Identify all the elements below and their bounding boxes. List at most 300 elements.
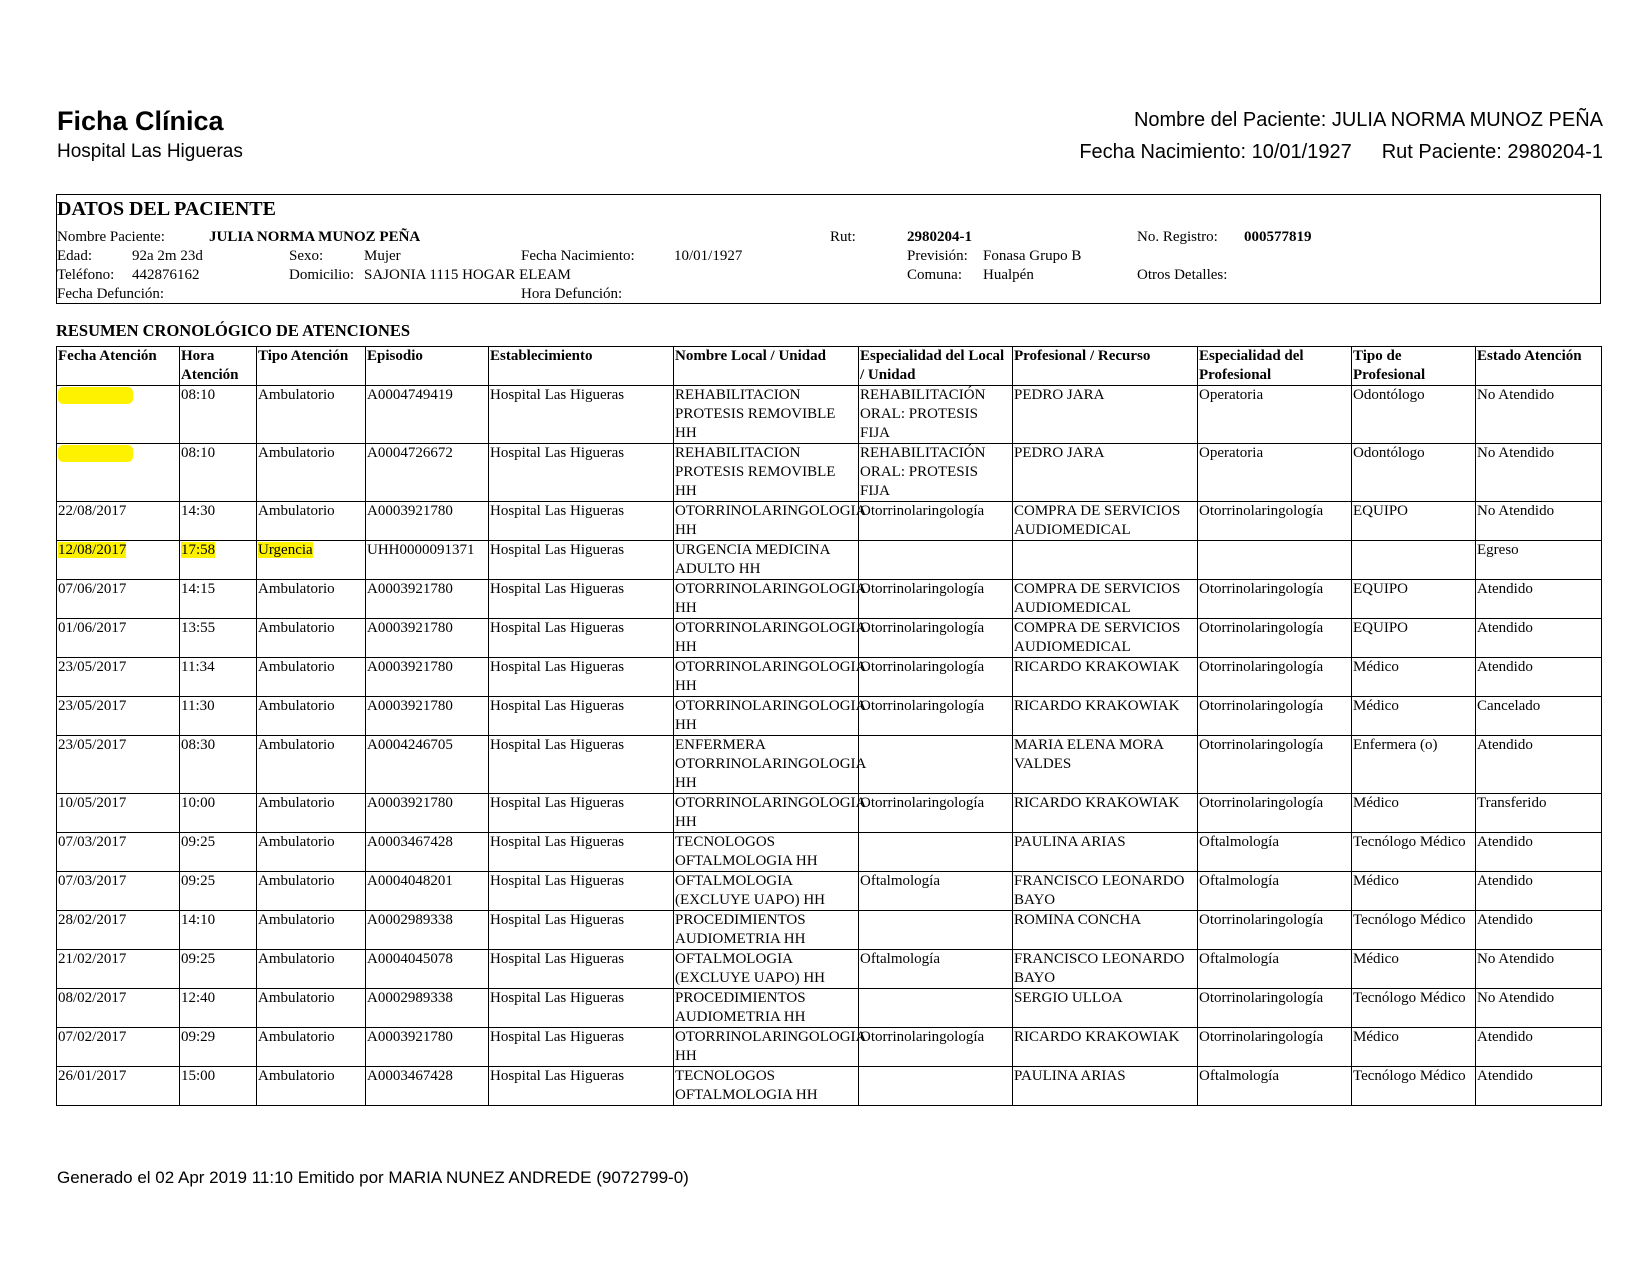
cell-text: Ambulatorio — [258, 737, 335, 753]
cell-tipo-profesional — [1352, 989, 1476, 1028]
cell-text: 07/02/2017 — [58, 1029, 127, 1045]
table-row — [57, 386, 1602, 444]
cell-fecha — [57, 911, 180, 950]
cell-especialidad-local — [859, 619, 1013, 658]
cell-tipo — [257, 386, 366, 444]
cell-text: Otorrinolaringología — [860, 1029, 985, 1045]
cell-especialidad-profesional — [1198, 794, 1352, 833]
cell-establecimiento — [489, 580, 674, 619]
cell-episodio — [366, 736, 489, 794]
cell-fecha — [57, 619, 180, 658]
cell-text: RICARDO KRAKOWIAK — [1014, 795, 1180, 811]
cell-text: 23/05/2017 — [58, 737, 127, 753]
cell-text: Médico — [1353, 659, 1399, 675]
cell-fecha — [57, 580, 180, 619]
cell-profesional — [1013, 833, 1198, 872]
col-tipo-atencion: Tipo Atención — [257, 347, 366, 386]
cell-hora — [180, 950, 257, 989]
cell-text: No Atendido — [1477, 387, 1555, 403]
cell-establecimiento — [489, 386, 674, 444]
header-patient-name: Nombre del Paciente: JULIA NORMA MUNOZ PEÑA — [1133, 109, 1603, 131]
cell-hora — [180, 386, 257, 444]
cell-text: Ambulatorio — [258, 659, 335, 675]
cell-text: Oftalmología — [1199, 873, 1279, 889]
cell-especialidad-local — [859, 1067, 1013, 1106]
cell-especialidad-local — [859, 658, 1013, 697]
cell-text: Atendido — [1477, 912, 1533, 928]
cell-especialidad-profesional — [1198, 444, 1352, 502]
cell-tipo — [257, 833, 366, 872]
cell-text: Oftalmología — [860, 873, 940, 889]
cell-profesional — [1013, 386, 1198, 444]
cell-episodio — [366, 1028, 489, 1067]
cell-text: Odontólogo — [1353, 387, 1425, 403]
cell-text: OFTALMOLOGIA (EXCLUYE UAPO) HH — [675, 951, 825, 986]
cell-text: EQUIPO — [1353, 503, 1408, 519]
cell-text: PAULINA ARIAS — [1014, 834, 1126, 850]
cell-hora — [180, 736, 257, 794]
cell-text: Ambulatorio — [258, 698, 335, 714]
cell-text: URGENCIA MEDICINA ADULTO HH — [675, 542, 830, 577]
cell-local — [674, 736, 866, 794]
cell-especialidad-profesional — [1198, 950, 1352, 989]
cell-text: Ambulatorio — [258, 1029, 335, 1045]
cell-local — [674, 658, 866, 697]
patient-section-title: DATOS DEL PACIENTE — [57, 198, 276, 220]
cell-text: Otorrinolaringología — [1199, 990, 1324, 1006]
cell-especialidad-local — [859, 697, 1013, 736]
cell-especialidad-profesional — [1198, 911, 1352, 950]
cell-fecha — [57, 502, 180, 541]
cell-profesional — [1013, 794, 1198, 833]
domicilio-value: SAJONIA 1115 HOGAR ELEAM — [364, 267, 571, 283]
cell-text: REHABILITACIÓN ORAL: PROTESIS FIJA — [860, 387, 986, 441]
cell-text: A0003921780 — [367, 659, 453, 675]
cell-estado — [1476, 444, 1602, 502]
cell-tipo — [257, 872, 366, 911]
cell-text: Otorrinolaringología — [1199, 698, 1324, 714]
cell-text: Hospital Las Higueras — [490, 659, 625, 675]
cell-hora — [180, 911, 257, 950]
cell-estado — [1476, 911, 1602, 950]
cell-text: PROCEDIMIENTOS AUDIOMETRIA HH — [675, 912, 806, 947]
cell-text: 15:00 — [181, 1068, 216, 1084]
cell-text: 08:10 — [181, 445, 216, 461]
cell-tipo-profesional — [1352, 1028, 1476, 1067]
cell-especialidad-profesional — [1198, 1028, 1352, 1067]
cell-profesional — [1013, 619, 1198, 658]
cell-hora — [180, 541, 257, 580]
cell-text: 10/05/2017 — [58, 795, 127, 811]
comuna-value: Hualpén — [983, 267, 1034, 283]
cell-episodio — [366, 911, 489, 950]
cell-profesional — [1013, 444, 1198, 502]
cell-profesional — [1013, 658, 1198, 697]
cell-establecimiento — [489, 697, 674, 736]
cell-text: Atendido — [1477, 873, 1533, 889]
cell-profesional — [1013, 502, 1198, 541]
cell-especialidad-local — [859, 444, 1013, 502]
cell-especialidad-local — [859, 502, 1013, 541]
cell-text: 07/03/2017 — [58, 873, 127, 889]
cell-establecimiento — [489, 950, 674, 989]
cell-text: A0003921780 — [367, 620, 453, 636]
cell-text: Transferido — [1477, 795, 1547, 811]
cell-tipo — [257, 736, 366, 794]
cell-local — [674, 444, 859, 502]
cell-estado — [1476, 1067, 1602, 1106]
cell-text: 14:10 — [181, 912, 216, 928]
cell-tipo-profesional — [1352, 833, 1476, 872]
cell-tipo — [257, 619, 366, 658]
cell-text: Otorrinolaringología — [860, 659, 985, 675]
cell-establecimiento — [489, 1067, 674, 1106]
cell-estado — [1476, 658, 1602, 697]
cell-text: Hospital Las Higueras — [490, 387, 625, 403]
col-profesional: Profesional / Recurso — [1013, 347, 1198, 386]
cell-tipo-profesional — [1352, 580, 1476, 619]
cell-tipo — [257, 950, 366, 989]
header-birth-rut — [1079, 141, 1603, 164]
cell-tipo — [257, 658, 366, 697]
cell-text: Oftalmología — [860, 951, 940, 967]
cell-text: Hospital Las Higueras — [490, 951, 625, 967]
cell-tipo-profesional — [1352, 911, 1476, 950]
cell-establecimiento — [489, 658, 674, 697]
cell-fecha — [57, 541, 180, 580]
cell-text: Otorrinolaringología — [1199, 737, 1324, 753]
cell-text: EQUIPO — [1353, 620, 1408, 636]
col-especialidad-profesional: Especialidad del Profesional — [1198, 347, 1352, 386]
cell-text: REHABILITACION PROTESIS REMOVIBLE HH — [675, 445, 836, 499]
cell-text: 10:00 — [181, 795, 216, 811]
cell-profesional — [1013, 950, 1198, 989]
cell-text: Médico — [1353, 873, 1399, 889]
cell-text: Otorrinolaringología — [860, 620, 985, 636]
cell-establecimiento — [489, 736, 674, 794]
cell-text: A0004749419 — [367, 387, 453, 403]
fnac-value: 10/01/1927 — [674, 248, 743, 264]
cell-text: Hospital Las Higueras — [490, 542, 625, 558]
cell-local — [674, 1028, 866, 1067]
cell-text: 01/06/2017 — [58, 620, 127, 636]
cell-profesional — [1013, 1028, 1198, 1067]
table-row — [57, 833, 1602, 872]
document-title: Ficha Clínica — [57, 106, 224, 136]
cell-text: Enfermera (o) — [1353, 737, 1438, 753]
cell-text: COMPRA DE SERVICIOS AUDIOMEDICAL — [1014, 620, 1181, 655]
cell-text: Médico — [1353, 1029, 1399, 1045]
cell-tipo — [257, 1028, 366, 1067]
cell-text: Atendido — [1477, 834, 1533, 850]
cell-establecimiento — [489, 911, 674, 950]
cell-text: EQUIPO — [1353, 581, 1408, 597]
col-tipo-profesional: Tipo de Profesional — [1352, 347, 1476, 386]
cell-text: Otorrinolaringología — [1199, 659, 1324, 675]
table-header-row — [57, 347, 1602, 386]
cell-text: 09:25 — [181, 951, 216, 967]
cell-text: PEDRO JARA — [1014, 445, 1105, 461]
cell-text: Cancelado — [1477, 698, 1541, 714]
cell-text: A0003467428 — [367, 834, 453, 850]
cell-text: No Atendido — [1477, 445, 1555, 461]
cell-text: 21/02/2017 — [58, 951, 127, 967]
cell-text: Ambulatorio — [258, 834, 335, 850]
cell-episodio — [366, 872, 489, 911]
cell-text: FRANCISCO LEONARDO BAYO — [1014, 873, 1185, 908]
cell-text: Ambulatorio — [258, 990, 335, 1006]
cell-text: COMPRA DE SERVICIOS AUDIOMEDICAL — [1014, 581, 1181, 616]
registro-label: No. Registro: — [1137, 229, 1218, 245]
cell-text: OTORRINOLARINGOLOGIA HH — [675, 503, 866, 538]
cell-text: MARIA ELENA MORA VALDES — [1014, 737, 1164, 772]
cell-text: 17:58 — [181, 542, 216, 558]
cell-fecha — [57, 833, 180, 872]
cell-tipo — [257, 794, 366, 833]
cell-text: A0004726672 — [367, 445, 453, 461]
cell-profesional — [1013, 989, 1198, 1028]
cell-estado — [1476, 950, 1602, 989]
cell-especialidad-local — [859, 1028, 1013, 1067]
cell-text: PAULINA ARIAS — [1014, 1068, 1126, 1084]
cell-text: Hospital Las Higueras — [490, 737, 625, 753]
cell-text: A0003921780 — [367, 795, 453, 811]
cell-text: Ambulatorio — [258, 912, 335, 928]
cell-profesional — [1013, 872, 1198, 911]
cell-episodio — [366, 444, 489, 502]
cell-text: OTORRINOLARINGOLOGIA HH — [675, 620, 866, 655]
cell-local — [674, 1067, 859, 1106]
cell-hora — [180, 444, 257, 502]
cell-tipo-profesional — [1352, 872, 1476, 911]
cell-text: FRANCISCO LEONARDO BAYO — [1014, 951, 1185, 986]
cell-tipo-profesional — [1352, 950, 1476, 989]
cell-local — [674, 580, 866, 619]
col-establecimiento: Establecimiento — [489, 347, 674, 386]
cell-especialidad-profesional — [1198, 580, 1352, 619]
cell-text: Oftalmología — [1199, 834, 1279, 850]
cell-text: REHABILITACIÓN ORAL: PROTESIS FIJA — [860, 445, 986, 499]
cell-text: Tecnólogo Médico — [1353, 834, 1466, 850]
col-fecha-atencion: Fecha Atención — [57, 347, 180, 386]
cell-text: PEDRO JARA — [1014, 387, 1105, 403]
cell-text: Médico — [1353, 795, 1399, 811]
cell-text: Hospital Las Higueras — [490, 912, 625, 928]
cell-text: Hospital Las Higueras — [490, 445, 625, 461]
cell-text: Tecnólogo Médico — [1353, 912, 1466, 928]
cell-profesional — [1013, 736, 1198, 794]
cell-text: A0004246705 — [367, 737, 453, 753]
col-episodio: Episodio — [366, 347, 489, 386]
cell-hora — [180, 697, 257, 736]
cell-tipo — [257, 541, 366, 580]
cell-text: Hospital Las Higueras — [490, 620, 625, 636]
cell-local — [674, 541, 859, 580]
cell-local — [674, 989, 859, 1028]
cell-text: OTORRINOLARINGOLOGIA HH — [675, 581, 866, 616]
table-row — [57, 794, 1602, 833]
cell-text: Ambulatorio — [258, 387, 335, 403]
header-birth-date: Fecha Nacimiento: 10/01/1927 — [1079, 141, 1352, 163]
cell-text: Otorrinolaringología — [1199, 1029, 1324, 1045]
cell-especialidad-profesional — [1198, 833, 1352, 872]
table-row — [57, 444, 1602, 502]
table-row — [57, 872, 1602, 911]
cell-text: Atendido — [1477, 581, 1533, 597]
domicilio-label: Domicilio: — [289, 267, 354, 283]
cell-episodio — [366, 386, 489, 444]
cell-hora — [180, 794, 257, 833]
cell-text: ENFERMERA OTORRINOLARINGOLOGIA HH — [675, 737, 866, 791]
cell-estado — [1476, 619, 1602, 658]
cell-text: No Atendido — [1477, 951, 1555, 967]
cell-hora — [180, 619, 257, 658]
cell-episodio — [366, 619, 489, 658]
cell-especialidad-profesional — [1198, 736, 1352, 794]
cell-tipo-profesional — [1352, 502, 1476, 541]
cell-text: Atendido — [1477, 1068, 1533, 1084]
edad-value: 92a 2m 23d — [132, 248, 203, 264]
cell-text: Ambulatorio — [258, 873, 335, 889]
cell-especialidad-local — [859, 541, 1013, 580]
cell-text: 12:40 — [181, 990, 216, 1006]
cell-fecha — [57, 697, 180, 736]
cell-hora — [180, 580, 257, 619]
cell-text: 07/06/2017 — [58, 581, 127, 597]
comuna-label: Comuna: — [907, 267, 962, 283]
cell-text: 23/05/2017 — [58, 698, 127, 714]
table-row — [57, 541, 1602, 580]
cell-tipo — [257, 911, 366, 950]
cell-text: No Atendido — [1477, 503, 1555, 519]
cell-text: 11:34 — [181, 659, 215, 675]
telefono-label: Teléfono: — [57, 267, 115, 283]
cell-establecimiento — [489, 541, 674, 580]
cell-text: Otorrinolaringología — [1199, 581, 1324, 597]
cell-text: 14:30 — [181, 503, 216, 519]
cell-text: Otorrinolaringología — [860, 581, 985, 597]
cell-text: REHABILITACION PROTESIS REMOVIBLE HH — [675, 387, 836, 441]
cell-text: Atendido — [1477, 737, 1533, 753]
table-row — [57, 950, 1602, 989]
defuncion-label: Fecha Defunción: — [57, 286, 165, 302]
cell-estado — [1476, 794, 1602, 833]
cell-text: Atendido — [1477, 1029, 1533, 1045]
cell-episodio — [366, 1067, 489, 1106]
cell-local — [674, 950, 859, 989]
cell-text: Odontólogo — [1353, 445, 1425, 461]
highlight-mark — [58, 445, 133, 462]
cell-estado — [1476, 541, 1602, 580]
cell-text: Ambulatorio — [258, 581, 335, 597]
cell-especialidad-local — [859, 950, 1013, 989]
cell-especialidad-local — [859, 989, 1013, 1028]
cell-estado — [1476, 736, 1602, 794]
cell-episodio — [366, 658, 489, 697]
cell-estado — [1476, 580, 1602, 619]
cell-text: 13:55 — [181, 620, 216, 636]
cell-fecha — [57, 658, 180, 697]
cell-text: 26/01/2017 — [58, 1068, 127, 1084]
cell-text: Hospital Las Higueras — [490, 795, 625, 811]
cell-profesional — [1013, 1067, 1198, 1106]
cell-especialidad-local — [859, 736, 1013, 794]
cell-especialidad-profesional — [1198, 989, 1352, 1028]
cell-text: TECNOLOGOS OFTALMOLOGIA HH — [675, 834, 818, 869]
cell-local — [674, 619, 866, 658]
cell-tipo-profesional — [1352, 697, 1476, 736]
cell-text: Oftalmología — [1199, 951, 1279, 967]
cell-text: A0002989338 — [367, 990, 453, 1006]
prevision-value: Fonasa Grupo B — [983, 248, 1082, 264]
cell-local — [674, 911, 859, 950]
cell-text: Otorrinolaringología — [1199, 620, 1324, 636]
cell-local — [674, 794, 866, 833]
cell-text: Ambulatorio — [258, 620, 335, 636]
cell-text: Otorrinolaringología — [860, 503, 985, 519]
fnac-label: Fecha Nacimiento: — [521, 248, 635, 264]
cell-text: 23/05/2017 — [58, 659, 127, 675]
cell-episodio — [366, 541, 489, 580]
cell-profesional — [1013, 580, 1198, 619]
cell-text: Hospital Las Higueras — [490, 1029, 625, 1045]
registro-value: 000577819 — [1244, 229, 1312, 245]
cell-fecha — [57, 736, 180, 794]
cell-especialidad-profesional — [1198, 541, 1352, 580]
cell-tipo-profesional — [1352, 541, 1476, 580]
cell-local — [674, 697, 866, 736]
cell-profesional — [1013, 697, 1198, 736]
cell-text: Médico — [1353, 698, 1399, 714]
cell-text: COMPRA DE SERVICIOS AUDIOMEDICAL — [1014, 503, 1181, 538]
cell-episodio — [366, 580, 489, 619]
cell-text: 22/08/2017 — [58, 503, 127, 519]
cell-especialidad-profesional — [1198, 1067, 1352, 1106]
cell-tipo-profesional — [1352, 386, 1476, 444]
rut-value: 2980204-1 — [907, 229, 972, 245]
cell-text: Oftalmología — [1199, 1068, 1279, 1084]
cell-episodio — [366, 833, 489, 872]
hospital-name: Hospital Las Higueras — [57, 141, 243, 162]
cell-establecimiento — [489, 989, 674, 1028]
cell-fecha — [57, 1028, 180, 1067]
table-row — [57, 1067, 1602, 1106]
cell-text: A0003921780 — [367, 503, 453, 519]
cell-text: Tecnólogo Médico — [1353, 990, 1466, 1006]
cell-estado — [1476, 502, 1602, 541]
cell-fecha — [57, 872, 180, 911]
cell-establecimiento — [489, 794, 674, 833]
cell-text: Ambulatorio — [258, 951, 335, 967]
cell-text: A0003921780 — [367, 581, 453, 597]
cell-tipo-profesional — [1352, 1067, 1476, 1106]
table-row — [57, 736, 1602, 794]
cell-text: Otorrinolaringología — [1199, 912, 1324, 928]
cell-text: Ambulatorio — [258, 445, 335, 461]
cell-tipo — [257, 444, 366, 502]
atenciones-section-title: RESUMEN CRONOLÓGICO DE ATENCIONES — [56, 321, 411, 340]
footer-generated: Generado el 02 Apr 2019 11:10 Emitido por MARIA NUNEZ ANDREDE (9072799-0) — [57, 1168, 689, 1187]
cell-text: ROMINA CONCHA — [1014, 912, 1142, 928]
cell-text: 14:15 — [181, 581, 216, 597]
sexo-value: Mujer — [364, 248, 401, 264]
cell-text: Ambulatorio — [258, 503, 335, 519]
cell-text: Egreso — [1477, 542, 1519, 558]
cell-tipo-profesional — [1352, 794, 1476, 833]
cell-hora — [180, 658, 257, 697]
header-rut: Rut Paciente: 2980204-1 — [1381, 141, 1603, 163]
cell-text: A0003467428 — [367, 1068, 453, 1084]
